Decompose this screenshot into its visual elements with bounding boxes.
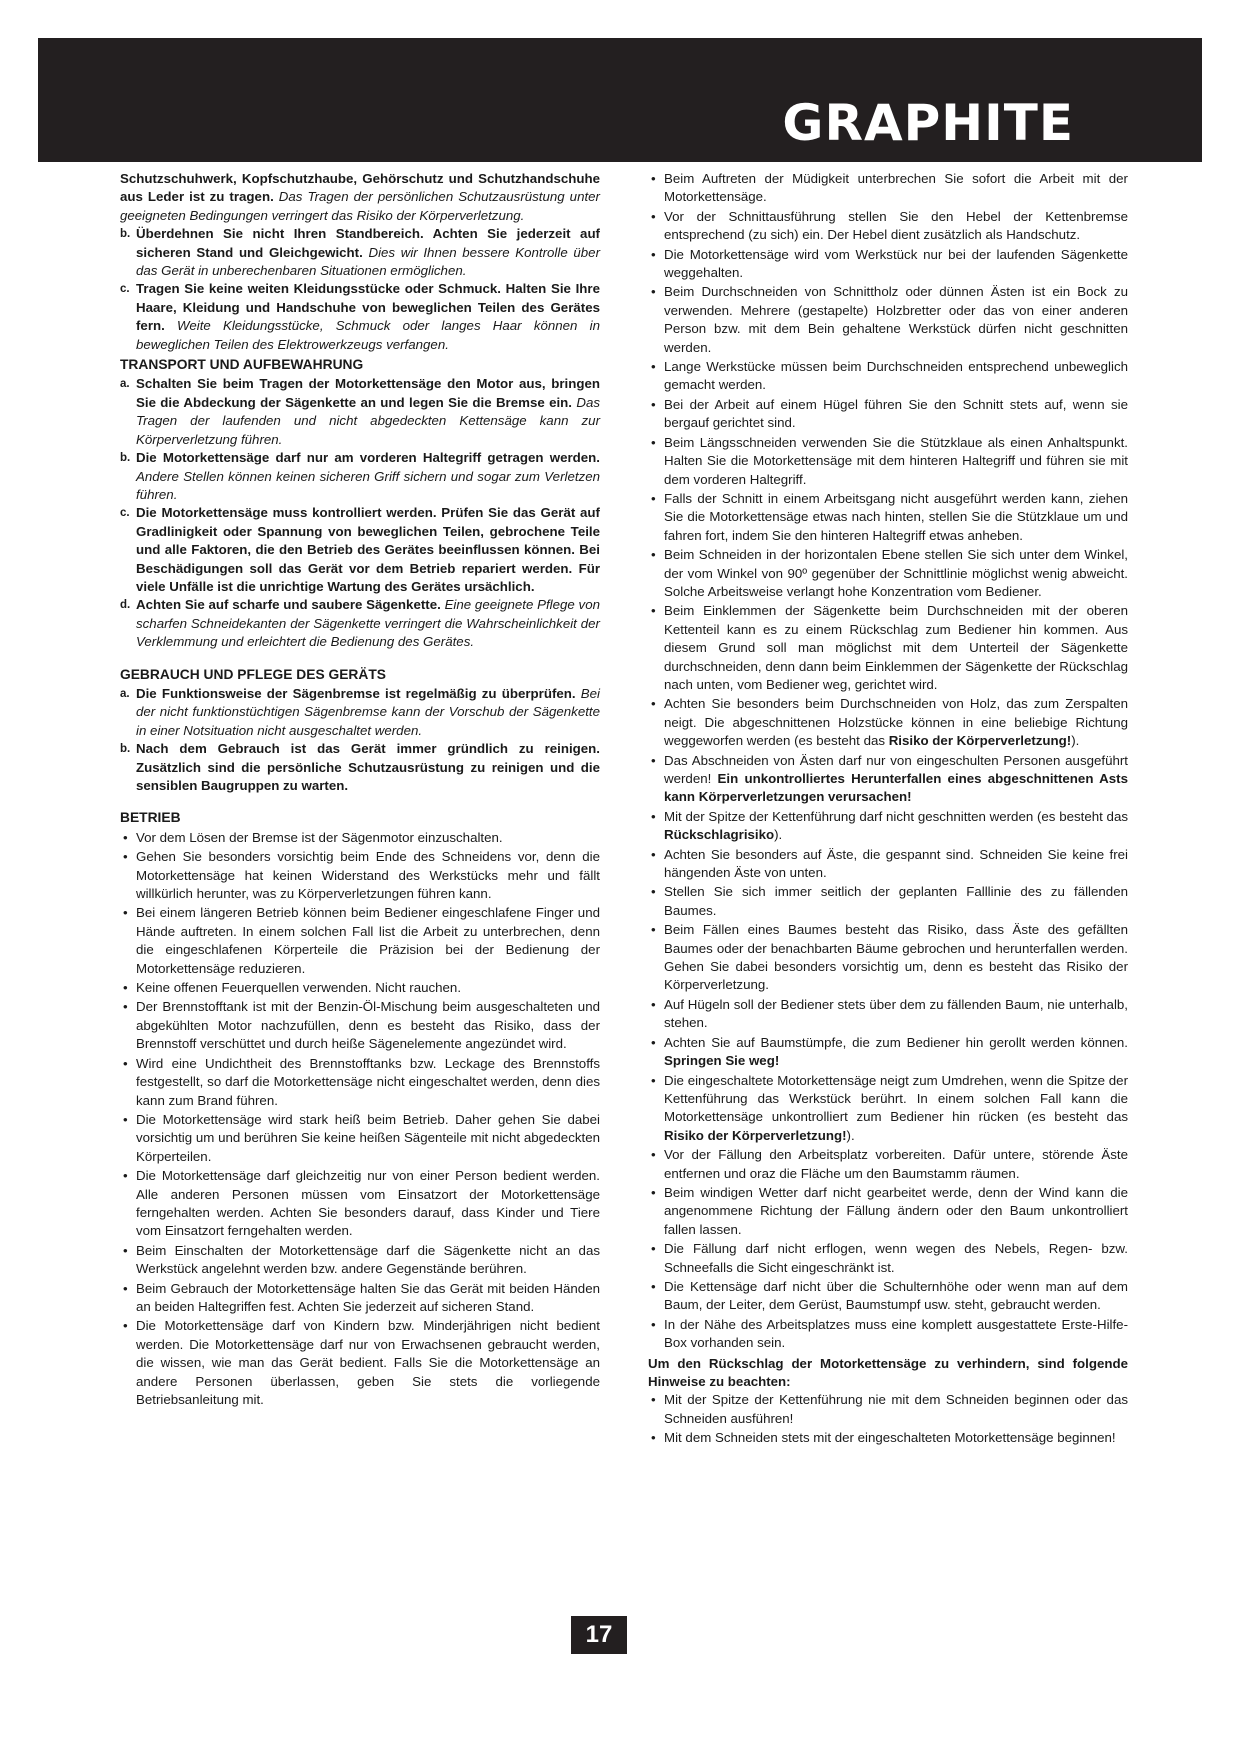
item-bold: Rückschlagrisiko <box>664 827 775 843</box>
list-item: • Beim windigen Wetter darf nicht gearbeitet werde, denn der Wind kann die angenommene Richtung der Fällung ändern oder den Baum unkontrolliert fallen lassen. <box>648 1184 1128 1239</box>
list-item: • Vor der Fällung den Arbeitsplatz vorbereiten. Dafür untere, störende Äste entfernen und oraz die Fläche um den Baumstamm räumen. <box>648 1146 1128 1183</box>
graphite-logo: GRAPHITE <box>782 94 1074 152</box>
right-list <box>648 170 1128 1353</box>
item-text: ). <box>846 1127 855 1143</box>
list-item: • Die Motorkettensäge darf von Kindern bzw. Minderjährigen nicht bedient werden. Die Motorkettensäge darf nur von Erwachsenen gebraucht werden, die wissen, wie man das Gerät bedient. Falls Sie die Motorkettensäge an andere Personen überlassen, geben Sie stets die vorliegende Betriebsanleitung mit. <box>120 1317 600 1409</box>
list-item <box>648 695 1128 750</box>
transport-item-a <box>120 375 600 449</box>
list-item: • Stellen Sie sich immer seitlich der geplanten Falllinie des zu fällenden Baumes. <box>648 883 1128 920</box>
list-item: • Beim Längsschneiden verwenden Sie die Stützklaue als einen Anhaltspunkt. Halten Sie die Motorkettensäge mit dem hinteren Haltegriff und führen sie mit dem vorderen Haltegriff. <box>648 434 1128 489</box>
list-item: • Gehen Sie besonders vorsichtig beim Ende des Schneidens vor, denn die Motorkettensäge hat keinen Widerstand des Werkstücks mehr und fällt willkürlich herunter, was zu Körperverletzungen führen kann. <box>120 848 600 903</box>
list-item <box>648 1034 1128 1071</box>
list-item <box>648 1072 1128 1146</box>
item-bold: Die Motorkettensäge darf nur am vorderen Haltegriff getragen werden. <box>136 450 600 466</box>
left-column <box>120 170 600 1410</box>
item-italic: Andere Stellen können keinen sicheren Griff sichern und sogar zum Verletzen führen. <box>136 468 600 502</box>
item-letter: a. <box>120 687 130 700</box>
item-letter: b. <box>120 452 131 465</box>
item-bold: Risiko der Körperverletzung! <box>664 1127 847 1143</box>
item-italic: Weite Kleidungsstücke, Schmuck oder langes Haar können in beweglichen Teilen des Elektrowerkzeugs verfangen. <box>136 318 600 352</box>
list-item <box>648 752 1128 807</box>
safety-item-b <box>120 225 600 280</box>
item-italic: Bei der nicht funktionstüchtigen Sägenbremse kann der Vorschub der Sägenkette in einer Notsituation nicht ausgeschaltet werden. <box>136 685 600 738</box>
list-item: • Beim Gebrauch der Motorkettensäge halten Sie das Gerät mit beiden Händen an beiden Haltegriffen fest. Achten Sie jederzeit auf sicheren Stand. <box>120 1280 600 1317</box>
item-letter: b. <box>120 743 131 756</box>
item-letter: d. <box>120 599 131 612</box>
list-item: • Beim Fällen eines Baumes besteht das Risiko, dass Äste des gefällten Baumes oder der benachbarten Bäume gebrochen und herunterfallen werden. Gehen Sie dabei besonders vorsichtig um, denn es besteht das Risiko der Körperverletzung. <box>648 921 1128 995</box>
list-item: • Beim Schneiden in der horizontalen Ebene stellen Sie sich unter dem Winkel, der vom Winkel von 90º gegenüber der Schnittlinie möglichst wenig abweicht. Solche Arbeitsweise verlangt hohe Konzentration vom Bediener. <box>648 546 1128 601</box>
list-item: • Bei der Arbeit auf einem Hügel führen Sie den Schnitt stets auf, wenn sie bergauf gerichtet sind. <box>648 396 1128 433</box>
item-bold: Springen Sie weg! <box>664 1053 780 1069</box>
list-item: • Lange Werkstücke müssen beim Durchschneiden entsprechend unbeweglich gemacht werden. <box>648 358 1128 395</box>
safety-item-c <box>120 280 600 354</box>
list-item: • In der Nähe des Arbeitsplatzes muss eine komplett ausgestattete Erste-Hilfe-Box vorhanden sein. <box>648 1316 1128 1353</box>
list-item: • Die Motorkettensäge darf gleichzeitig nur von einer Person bedient werden. Alle anderen Personen müssen vom Einsatzort der Motorkettensäge ferngehalten werden. Achten Sie besonders darauf, dass Kinder und Tiere vom Einsatzort ferngehalten werden. <box>120 1167 600 1241</box>
item-text: ). <box>1071 733 1080 749</box>
list-item: • Wird eine Undichtheit des Brennstofftanks bzw. Leckage des Brennstoffs festgestellt, so darf die Motorkettensäge nicht eingeschaltet werden, denn dies kann zum Brand führen. <box>120 1055 600 1110</box>
list-item: • Beim Einschalten der Motorkettensäge darf die Sägenkette nicht an das Werkstück angelehnt werden bzw. andere Gegenstände berühren. <box>120 1242 600 1279</box>
list-item: • Keine offenen Feuerquellen verwenden. Nicht rauchen. <box>120 979 600 997</box>
item-letter: c. <box>120 283 130 296</box>
operation-list <box>120 829 600 1410</box>
header-bar <box>38 38 1202 162</box>
list-item: • Vor der Schnittausführung stellen Sie den Hebel der Kettenbremse entsprechend (zu sich) ein. Der Hebel dient zusätzlich als Handschutz. <box>648 208 1128 245</box>
item-bold: Risiko der Körperverletzung! <box>888 733 1072 749</box>
care-title: GEBRAUCH UND PFLEGE DES GERÄTS <box>120 666 386 682</box>
kickback-heading: Um den Rückschlag der Motorkettensäge zu verhindern, sind folgende Hinweise zu beachten: <box>648 1355 1128 1389</box>
transport-title: TRANSPORT UND AUFBEWAHRUNG <box>120 357 364 373</box>
right-column <box>648 170 1128 1449</box>
transport-item-d <box>120 596 600 651</box>
intro-bold: Schutzschuhwerk, Kopfschutzhaube, Gehörschutz und Schutzhandschuhe aus Leder ist zu tragen. <box>120 171 600 205</box>
list-item: • Falls der Schnitt in einem Arbeitsgang nicht ausgeführt werden kann, ziehen Sie die Motorkettensäge etwas nach hinten, stellen Sie die Stützklaue um und fahren fort, indem Sie den hinteren Haltegriff etwas anheben. <box>648 490 1128 545</box>
item-bold: Tragen Sie keine weiten Kleidungsstücke oder Schmuck. Halten Sie Ihre Haare, Kleidung und Handschuhe von beweglichen Teilen des Gerätes fern. <box>136 281 600 334</box>
list-item: • Die Motorkettensäge wird stark heiß beim Betrieb. Daher gehen Sie dabei vorsichtig um und berühren Sie keine heißen Sägenteile mit nicht abgedeckten Körperteilen. <box>120 1111 600 1166</box>
item-bold: Achten Sie auf scharfe und saubere Sägenkette. <box>136 597 441 613</box>
transport-item-c <box>120 504 600 596</box>
item-text: Das Abschneiden von Ästen darf nur von eingeschulten Personen ausgeführt werden! <box>664 752 1128 786</box>
item-bold: Schalten Sie beim Tragen der Motorkettensäge den Motor aus, bringen Sie die Abdeckung der Sägenkette an und legen Sie die Bremse ein. <box>136 376 600 410</box>
item-italic: Dies wir Ihnen bessere Kontrolle über das Gerät in unberechenbaren Situationen ermöglichen. <box>136 244 600 279</box>
list-item: • Die Fällung darf nicht erflogen, wenn wegen des Nebels, Regen- bzw. Schneefalls die Sicht eingeschränkt ist. <box>648 1240 1128 1277</box>
list-item: • Beim Auftreten der Müdigkeit unterbrechen Sie sofort die Arbeit mit der Motorkettensäge. <box>648 170 1128 207</box>
list-item: • Achten Sie besonders auf Äste, die gespannt sind. Schneiden Sie keine frei hängenden Äste von unten. <box>648 846 1128 883</box>
item-text: Mit der Spitze der Kettenführung darf nicht geschnitten werden (es besteht das <box>664 808 1128 824</box>
list-item: • Beim Durchschneiden von Schnittholz oder dünnen Ästen ist ein Bock zu verwenden. Mehrere (gestapelte) Holzbretter oder das von einer anderen Person bzw. mit dem Bein gehaltene Werkstück dürfen nicht geschnitten werden. <box>648 283 1128 357</box>
list-item: • Die Kettensäge darf nicht über die Schulternhöhe oder wenn man auf dem Baum, der Leiter, dem Gerüst, Baumstumpf usw. steht, gebraucht werden. <box>648 1278 1128 1315</box>
list-item: • Auf Hügeln soll der Bediener stets über dem zu fällenden Baum, nie unterhalb, stehen. <box>648 996 1128 1033</box>
kickback-list <box>648 1391 1128 1447</box>
list-item: • Bei einem längeren Betrieb können beim Bediener eingeschlafene Finger und Hände auftreten. In einem solchen Fall list die Arbeit zu unterbrechen, denn die eingeschlafenen Körperteile die Präzision bei der Bedienung der Motorkettensäge reduzieren. <box>120 904 600 978</box>
care-item-a <box>120 685 600 740</box>
item-text: ). <box>774 827 783 843</box>
intro-italic: Das Tragen der persönlichen Schutzausrüstung unter geeigneten Bedingungen verringert das Risiko der Körperverletzung. <box>120 189 600 223</box>
item-text: Achten Sie auf Baumstümpfe, die zum Bediener hin gerollt werden können. <box>664 1034 1128 1050</box>
list-item: • Vor dem Lösen der Bremse ist der Sägenmotor einzuschalten. <box>120 829 600 847</box>
item-letter: c. <box>120 507 130 520</box>
item-letter: a. <box>120 378 130 391</box>
item-bold: Die Funktionsweise der Sägenbremse ist regelmäßig zu überprüfen. <box>136 685 576 701</box>
item-italic: Das Tragen der laufenden und nicht abgedeckten Kettensäge kann zur Körperverletzung führen. <box>136 394 601 447</box>
list-item: • Die Motorkettensäge wird vom Werkstück nur bei der laufenden Sägenkette weggehalten. <box>648 246 1128 283</box>
item-text: Die eingeschaltete Motorkettensäge neigt zum Umdrehen, wenn die Spitze der Kettenführung das Werkstück berührt. In einem solchen Fall kann die Motorkettensäge unkontrolliert zum Bediener hin rücken (es besteht das <box>664 1072 1128 1125</box>
list-item: • Beim Einklemmen der Sägenkette beim Durchschneiden mit der oberen Kettenteil kann es zu einem Rückschlag zum Bediener hin kommen. Aus diesem Grund soll man möglichst mit dem Unterteil der Sägenkette durchschneiden, denn dann beim Einklemmen der Sägenkette der Rückschlag nach unten, vom Bediener weg, gerichtet wird. <box>648 602 1128 694</box>
item-bold: Ein unkontrolliertes Herunterfallen eines abgeschnittenen Asts kann Körperverletzungen verursachen! <box>664 771 1129 805</box>
transport-item-b <box>120 449 600 504</box>
item-italic: Eine geeignete Pflege von scharfen Schneidekanten der Sägenkette verringert die Wahrscheinlichkeit der Verklemmung und erleichtert die Bedienung des Gerätes. <box>136 597 600 650</box>
list-item <box>648 808 1128 845</box>
operation-title: BETRIEB <box>120 810 181 826</box>
list-item: • Mit dem Schneiden stets mit der eingeschalteten Motorkettensäge beginnen! <box>648 1429 1128 1447</box>
care-item-b <box>120 740 600 795</box>
item-letter: b. <box>120 228 131 241</box>
page-number: 17 <box>571 1616 627 1654</box>
item-bold: Überdehnen Sie nicht Ihren Standbereich. Achten Sie jederzeit auf sicheren Stand und Gleichgewicht. <box>136 226 600 260</box>
item-bold: Die Motorkettensäge muss kontrolliert werden. Prüfen Sie das Gerät auf Gradlinigkeit oder Spannung von beweglichen Teilen, gebrochene Teile und alle Faktoren, die den Betrieb des Gerätes beeinflussen können. Bei Beschädigungen soll das Gerät vor dem Betrieb repariert werden. Für viele Unfälle ist die unrichtige Wartung des Gerätes ursächlich. <box>136 505 600 594</box>
list-item: • Mit der Spitze der Kettenführung nie mit dem Schneiden beginnen oder das Schneiden ausführen! <box>648 1391 1128 1428</box>
item-text: Achten Sie besonders beim Durchschneiden von Holz, das zum Zerspalten neigt. Die abgeschnittenen Holzstücke können in eine beliebige Richtung weggeworfen werden (es besteht das <box>664 696 1128 749</box>
intro-paragraph <box>120 170 600 225</box>
item-bold: Nach dem Gebrauch ist das Gerät immer gründlich zu reinigen. Zusätzlich sind die persönliche Schutzausrüstung zu reinigen und die sensiblen Baugruppen zu warten. <box>136 741 600 793</box>
list-item: • Der Brennstofftank ist mit der Benzin-Öl-Mischung beim ausgeschalteten und abgekühlten Motor nachzufüllen, denn es besteht das Risiko, dass der Brennstoff verschüttet und durch heiße Sägenelemente angezündet wird. <box>120 998 600 1053</box>
